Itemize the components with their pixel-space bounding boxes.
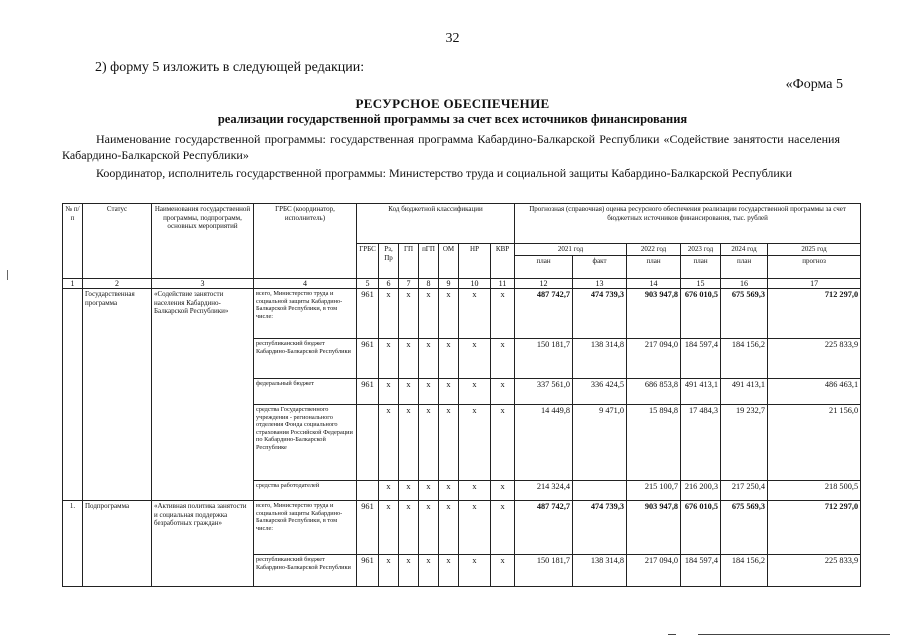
code-cell: х <box>379 481 399 501</box>
code-cell <box>357 481 379 501</box>
coordinator-paragraph: Координатор, исполнитель государственной программы: Министерство труда и социальной защиты Кабардино-Балкарской Республики <box>96 166 793 180</box>
value-cell: 217 094,0 <box>627 339 681 379</box>
value-cell: 150 181,7 <box>515 555 573 587</box>
value-cell: 903 947,8 <box>627 289 681 339</box>
value-cell: 676 010,5 <box>681 501 721 555</box>
margin-mark <box>7 270 8 280</box>
code-cell: х <box>491 501 515 555</box>
header-kind: план <box>681 256 721 279</box>
header-grbs: ГРБС (координатор, исполнитель) <box>254 204 357 279</box>
header-kind: факт <box>573 256 627 279</box>
column-number: 3 <box>152 279 254 289</box>
value-cell: 215 100,7 <box>627 481 681 501</box>
code-cell: х <box>379 405 399 481</box>
code-cell: х <box>491 289 515 339</box>
code-cell: х <box>419 379 439 405</box>
header-kind: план <box>627 256 681 279</box>
value-cell: 225 833,9 <box>768 555 861 587</box>
code-cell: х <box>419 555 439 587</box>
column-number-row <box>63 279 861 289</box>
source-cell: всего, Министерство труда и социальной защиты Кабардино-Балкарской Республики, в том числе: <box>254 289 357 339</box>
code-cell: х <box>379 339 399 379</box>
column-number: 11 <box>491 279 515 289</box>
code-cell: х <box>439 379 459 405</box>
code-cell: 961 <box>357 339 379 379</box>
code-cell: х <box>491 339 515 379</box>
value-cell: 474 739,3 <box>573 501 627 555</box>
value-cell: 903 947,8 <box>627 501 681 555</box>
code-cell: х <box>491 555 515 587</box>
value-cell <box>573 481 627 501</box>
header-code: Рз, Пр <box>379 244 399 279</box>
column-number: 12 <box>515 279 573 289</box>
code-cell: х <box>399 379 419 405</box>
code-cell: х <box>459 379 491 405</box>
value-cell: 14 449,8 <box>515 405 573 481</box>
form-label: «Форма 5 <box>785 77 843 92</box>
column-number: 2 <box>83 279 152 289</box>
code-cell: х <box>459 339 491 379</box>
code-cell: 961 <box>357 501 379 555</box>
column-number: 1 <box>63 279 83 289</box>
header-code: ГРБС <box>357 244 379 279</box>
code-cell: х <box>459 481 491 501</box>
table-row <box>63 289 861 339</box>
code-cell: х <box>439 289 459 339</box>
document-title: РЕСУРСНОЕ ОБЕСПЕЧЕНИЕ <box>355 96 550 111</box>
column-number: 6 <box>379 279 399 289</box>
source-cell: всего, Министерство труда и социальной защиты Кабардино-Балкарской Республики, в том числе: <box>254 501 357 555</box>
column-number: 13 <box>573 279 627 289</box>
value-cell: 474 739,3 <box>573 289 627 339</box>
source-cell: республиканский бюджет Кабардино-Балкарской Республики <box>254 339 357 379</box>
source-cell: средства работодателей <box>254 481 357 501</box>
value-cell: 150 181,7 <box>515 339 573 379</box>
code-cell: х <box>439 555 459 587</box>
column-number: 9 <box>439 279 459 289</box>
value-cell: 491 413,1 <box>681 379 721 405</box>
header-kind: прогноз <box>768 256 861 279</box>
value-cell: 217 094,0 <box>627 555 681 587</box>
value-cell: 184 156,2 <box>721 339 768 379</box>
header-code: пГП <box>419 244 439 279</box>
code-cell: х <box>439 339 459 379</box>
header-forecast: Прогнозная (справочная) оценка ресурсного обеспечения реализации государственной программы за счет бюджетных источников финансирования, тыс. рублей <box>515 204 861 244</box>
code-cell <box>357 405 379 481</box>
value-cell: 336 424,5 <box>573 379 627 405</box>
page-number: 32 <box>445 31 460 46</box>
value-cell: 184 156,2 <box>721 555 768 587</box>
header-year: 2025 год <box>768 244 861 256</box>
code-cell: х <box>419 481 439 501</box>
code-cell: х <box>379 379 399 405</box>
resource-table <box>62 203 861 587</box>
code-cell: х <box>491 481 515 501</box>
value-cell: 675 569,3 <box>721 501 768 555</box>
footer-rule <box>698 634 890 635</box>
value-cell: 138 314,8 <box>573 555 627 587</box>
value-cell: 337 561,0 <box>515 379 573 405</box>
value-cell: 15 894,8 <box>627 405 681 481</box>
row-name: «Содействие занятости населения Кабардино-Балкарской Республики» <box>152 289 254 501</box>
row-num <box>63 289 83 501</box>
row-status: Государственная программа <box>83 289 152 501</box>
header-code: ГП <box>399 244 419 279</box>
value-cell: 138 314,8 <box>573 339 627 379</box>
column-number: 5 <box>357 279 379 289</box>
column-number: 16 <box>721 279 768 289</box>
header-row <box>63 204 861 244</box>
column-number: 8 <box>419 279 439 289</box>
footer-rule-short <box>668 634 676 635</box>
code-cell: 961 <box>357 555 379 587</box>
header-year: 2024 год <box>721 244 768 256</box>
source-cell: федеральный бюджет <box>254 379 357 405</box>
column-number: 14 <box>627 279 681 289</box>
code-cell: х <box>459 405 491 481</box>
source-cell: республиканский бюджет Кабардино-Балкарской Республики <box>254 555 357 587</box>
header-status: Статус <box>83 204 152 279</box>
code-cell: х <box>439 405 459 481</box>
column-number: 15 <box>681 279 721 289</box>
code-cell: х <box>379 501 399 555</box>
value-cell: 225 833,9 <box>768 339 861 379</box>
code-cell: х <box>491 379 515 405</box>
value-cell: 712 297,0 <box>768 501 861 555</box>
document-subtitle: реализации государственной программы за счет всех источников финансирования <box>217 112 688 126</box>
code-cell: х <box>439 501 459 555</box>
header-code: НР <box>459 244 491 279</box>
code-cell: х <box>379 289 399 339</box>
code-cell: х <box>399 289 419 339</box>
header-year: 2022 год <box>627 244 681 256</box>
row-name: «Активная политика занятости и социальная поддержка безработных граждан» <box>152 501 254 587</box>
value-cell: 487 742,7 <box>515 501 573 555</box>
code-cell: х <box>419 339 439 379</box>
code-cell: х <box>399 555 419 587</box>
column-number: 4 <box>254 279 357 289</box>
column-number: 7 <box>399 279 419 289</box>
code-cell: х <box>399 501 419 555</box>
value-cell: 675 569,3 <box>721 289 768 339</box>
source-cell: средства Государственного учреждения - регионального отделения Фонда социального страхования Российской Федерации по Кабардино-Балкарской Республике <box>254 405 357 481</box>
value-cell: 214 324,4 <box>515 481 573 501</box>
program-name-paragraph: Наименование государственной программы: государственная программа Кабардино-Балкарской Республики «Содействие занятости населения Кабардино-Балкарской Республики» <box>62 132 840 162</box>
code-cell: х <box>399 481 419 501</box>
header-code: ОМ <box>439 244 459 279</box>
code-cell: х <box>439 481 459 501</box>
row-status: Подпрограмма <box>83 501 152 587</box>
column-number: 17 <box>768 279 861 289</box>
code-cell: 961 <box>357 379 379 405</box>
header-kind: план <box>721 256 768 279</box>
value-cell: 184 597,4 <box>681 555 721 587</box>
header-kind: план <box>515 256 573 279</box>
value-cell: 184 597,4 <box>681 339 721 379</box>
header-year: 2023 год <box>681 244 721 256</box>
code-cell: х <box>419 289 439 339</box>
value-cell: 19 232,7 <box>721 405 768 481</box>
header-num: № п/п <box>63 204 83 279</box>
code-cell: х <box>379 555 399 587</box>
value-cell: 686 853,8 <box>627 379 681 405</box>
code-cell: х <box>459 501 491 555</box>
value-cell: 676 010,5 <box>681 289 721 339</box>
row-num: 1. <box>63 501 83 587</box>
value-cell: 216 200,3 <box>681 481 721 501</box>
code-cell: х <box>399 339 419 379</box>
code-cell: х <box>399 405 419 481</box>
code-cell: х <box>419 501 439 555</box>
code-cell: х <box>459 555 491 587</box>
value-cell: 9 471,0 <box>573 405 627 481</box>
value-cell: 217 250,4 <box>721 481 768 501</box>
header-year: 2021 год <box>515 244 627 256</box>
code-cell: х <box>419 405 439 481</box>
value-cell: 491 413,1 <box>721 379 768 405</box>
header-kbk: Код бюджетной классификации <box>357 204 515 244</box>
table-row <box>63 501 861 555</box>
value-cell: 712 297,0 <box>768 289 861 339</box>
intro-line: 2) форму 5 изложить в следующей редакции: <box>95 60 365 75</box>
code-cell: 961 <box>357 289 379 339</box>
value-cell: 487 742,7 <box>515 289 573 339</box>
value-cell: 17 484,3 <box>681 405 721 481</box>
code-cell: х <box>459 289 491 339</box>
column-number: 10 <box>459 279 491 289</box>
header-code: КВР <box>491 244 515 279</box>
value-cell: 21 156,0 <box>768 405 861 481</box>
header-name: Наименования государственной программы, подпрограмм, основных мероприятий <box>152 204 254 279</box>
value-cell: 486 463,1 <box>768 379 861 405</box>
code-cell: х <box>491 405 515 481</box>
value-cell: 218 500,5 <box>768 481 861 501</box>
